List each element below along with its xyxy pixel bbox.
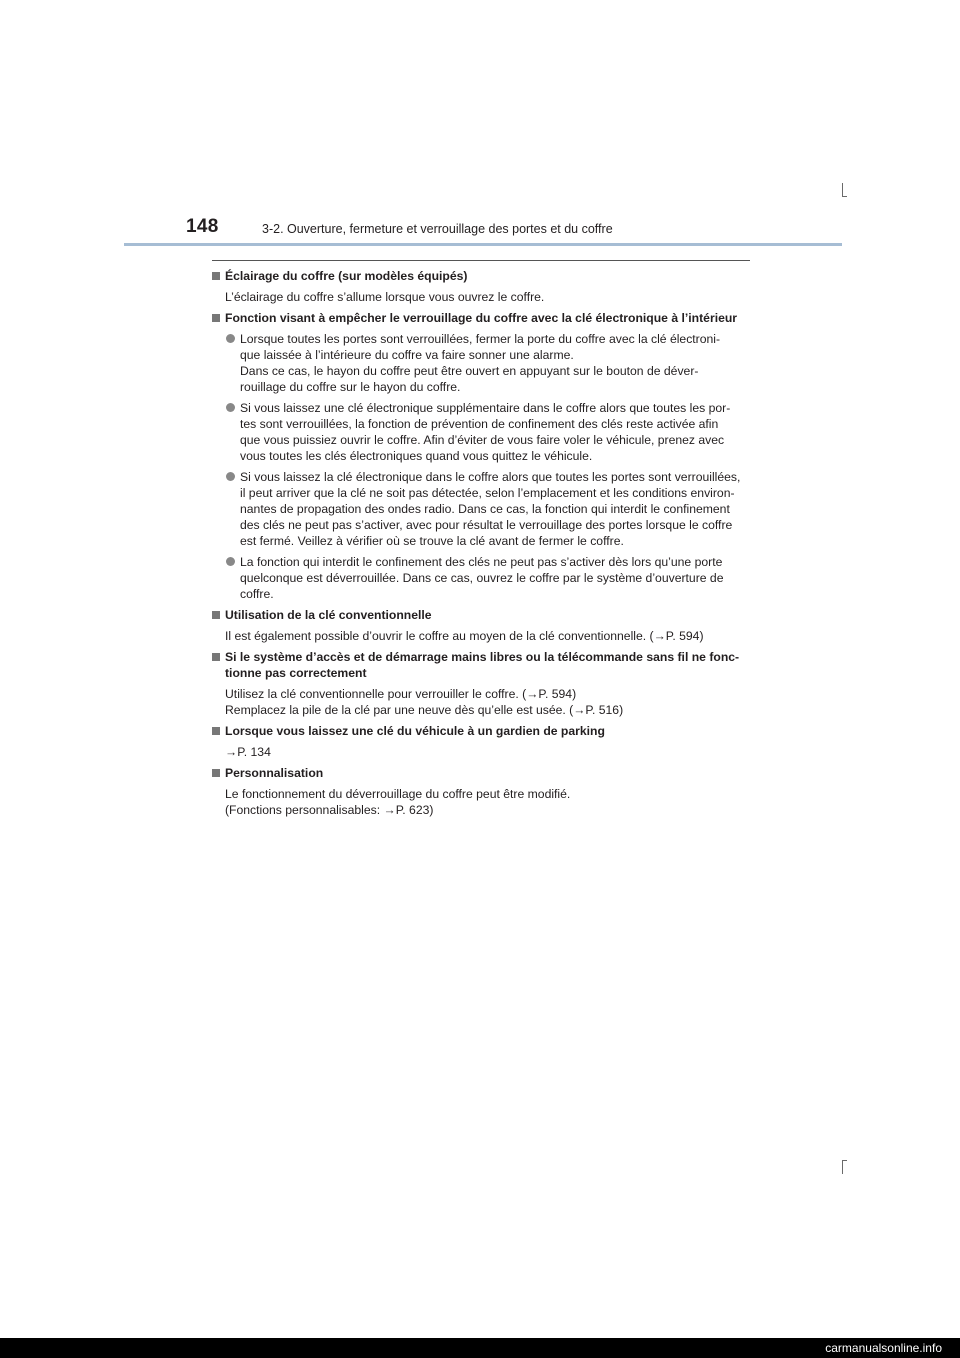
section-title: Lorsque vous laissez une clé du véhicule à un gardien de parking xyxy=(212,723,751,739)
page-header xyxy=(0,216,960,246)
chapter-title: 3-2. Ouverture, fermeture et verrouillage des portes et du coffre xyxy=(262,222,613,236)
square-bullet-icon xyxy=(212,653,220,661)
content-top-rule xyxy=(212,260,750,261)
section-valet xyxy=(212,723,751,760)
footer-bar xyxy=(0,1338,960,1358)
watermark-text: carmanualsonline.info xyxy=(825,1341,942,1355)
crop-mark-bottom-right xyxy=(842,1160,843,1174)
square-bullet-icon xyxy=(212,769,220,777)
section-title: Personnalisation xyxy=(212,765,751,781)
section-paragraph: Il est également possible d’ouvrir le coffre au moyen de la clé conventionnelle. (→P. 594) xyxy=(225,629,704,643)
list-item: La fonction qui interdit le confinement des clés ne peut pas s’activer dès lors qu’une porte quelconque est déverrouillée. Dans ce cas, ouvrez le coffre par le système d’ouverture de coffre. xyxy=(212,554,751,602)
crop-mark-bottom-right-foot xyxy=(842,1160,847,1161)
section-title: Éclairage du coffre (sur modèles équipés) xyxy=(212,268,751,284)
round-bullet-icon xyxy=(226,334,235,343)
square-bullet-icon xyxy=(212,727,220,735)
section-trunk-light xyxy=(212,268,751,305)
square-bullet-icon xyxy=(212,272,220,280)
crop-mark-top-right-foot xyxy=(842,196,847,197)
section-customization xyxy=(212,765,751,818)
page-content xyxy=(212,268,751,823)
round-bullet-icon xyxy=(226,472,235,481)
section-system-failure xyxy=(212,649,751,718)
square-bullet-icon xyxy=(212,611,220,619)
header-rule xyxy=(124,243,842,246)
list-item: Lorsque toutes les portes sont verrouillées, fermer la porte du coffre avec la clé électroni- que laissée à l’intérieure du coffre va faire sonner une alarme. Dans ce cas, le hayon du coffre peut être ouvert en appuyant sur le bouton de déver- rouillage du coffre sur le hayon du coffre. xyxy=(212,331,751,395)
section-mechanical-key xyxy=(212,607,751,644)
crop-mark-top-right xyxy=(842,183,843,197)
section-paragraph: Le fonctionnement du déverrouillage du coffre peut être modifié. (Fonctions personnalisables: →P. 623) xyxy=(225,787,571,817)
section-title: Utilisation de la clé conventionnelle xyxy=(212,607,751,623)
page-reference-link[interactable]: →P. 134 xyxy=(225,745,271,759)
round-bullet-icon xyxy=(226,557,235,566)
page-number: 148 xyxy=(186,216,219,237)
section-title: Fonction visant à empêcher le verrouillage du coffre avec la clé électronique à l’intérieur xyxy=(212,310,751,326)
list-item: Si vous laissez une clé électronique supplémentaire dans le coffre alors que toutes les por- tes sont verrouillées, la fonction de prévention de confinement des clés reste activée afin que vous puissiez ouvrir le coffre. Afin d’éviter de vous faire voler le véhicule, prenez avec vous toutes les clés électroniques quand vous quittez le véhicule. xyxy=(212,400,751,464)
section-paragraph: Utilisez la clé conventionnelle pour verrouiller le coffre. (→P. 594) Remplacez la pile de la clé par une neuve dès qu’elle est usée. (→P. 516) xyxy=(225,687,624,717)
section-title: Si le système d’accès et de démarrage mains libres ou la télécommande sans fil ne fonc- tionne pas correctement xyxy=(212,649,751,681)
square-bullet-icon xyxy=(212,314,220,322)
section-paragraph: L’éclairage du coffre s’allume lorsque vous ouvrez le coffre. xyxy=(225,290,545,304)
section-key-lock-prevention xyxy=(212,310,751,602)
round-bullet-icon xyxy=(226,403,235,412)
list-item: Si vous laissez la clé électronique dans le coffre alors que toutes les portes sont verrouillées, il peut arriver que la clé ne soit pas détectée, selon l’emplacement et les conditions environ- nantes de propagation des ondes radio. Dans ce cas, la fonction qui interdit le confinement des clés ne peut pas s’activer, avec pour résultat le verrouillage des portes lorsque le coffre est fermé. Veillez à vérifier où se trouve la clé avant de fermer le coffre. xyxy=(212,469,751,549)
